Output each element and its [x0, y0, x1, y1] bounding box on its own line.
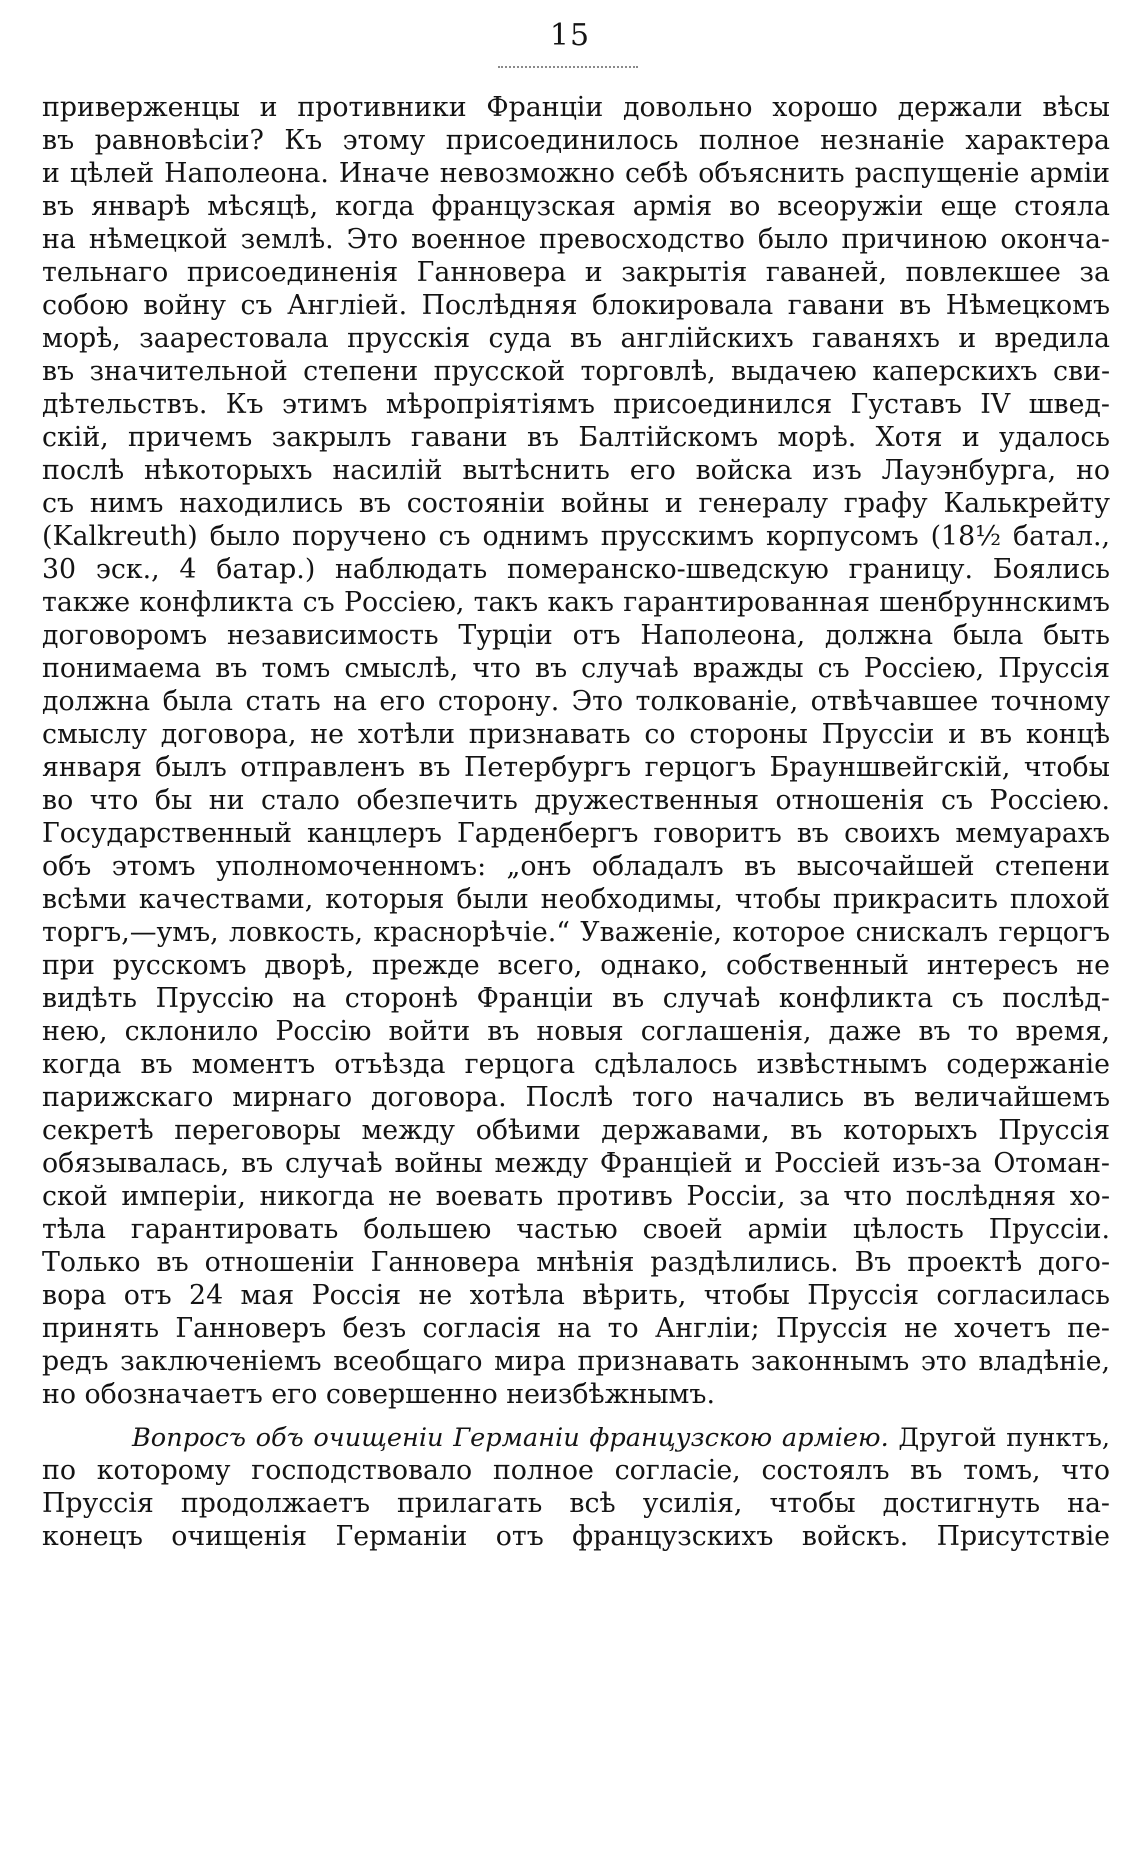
text-line: секретѣ переговоры между обѣими державами, въ которыхъ Пруссія	[42, 1115, 1110, 1146]
text-line: договоромъ независимость Турціи отъ Наполеона, должна была быть	[42, 620, 1110, 651]
text-line: на нѣмецкой землѣ. Это военное превосходство было причиною оконча-	[42, 224, 1110, 255]
text-line: всѣми качествами, которыя были необходимы, чтобы прикрасить плохой	[42, 884, 1110, 915]
text-line: дѣтельствъ. Къ этимъ мѣропріятіямъ присоединился Густавъ IV швед-	[42, 389, 1110, 420]
text-line: собою войну съ Англіей. Послѣдняя блокировала гавани въ Нѣмецкомъ	[42, 290, 1110, 321]
text-line: въ январѣ мѣсяцѣ, когда французская армія во всеоружіи еще стояла	[42, 191, 1110, 222]
text-line: торгъ,—умъ, ловкость, краснорѣчіе.“ Уваженіе, которое снискалъ герцогъ	[42, 917, 1110, 948]
text-line: редъ заключеніемъ всеобщаго мира признавать законнымъ это владѣніе,	[42, 1346, 1110, 1377]
page-number: 15	[549, 18, 591, 53]
text-line: также конфликта съ Россіею, такъ какъ гарантированная шенбруннскимъ	[42, 587, 1110, 618]
text-line: въ значительной степени прусской торговлѣ, выдачею каперскихъ сви-	[42, 356, 1110, 387]
text-line: во что бы ни стало обезпечить дружественныя отношенія съ Россіею.	[42, 785, 1110, 816]
text-line: должна была стать на его сторону. Это толкованіе, отвѣчавшее точному	[42, 686, 1110, 717]
text-line: когда въ моментъ отъѣзда герцога сдѣлалось извѣстнымъ содержаніе	[42, 1049, 1110, 1080]
text-line: тѣла гарантировать большею частью своей арміи цѣлость Пруссіи.	[42, 1214, 1110, 1245]
text-line: Государственный канцлеръ Гарденбергъ говоритъ въ своихъ мемуарахъ	[42, 818, 1110, 849]
text-line: приверженцы и противники Франціи довольно хорошо держали вѣсы	[42, 92, 1110, 123]
text-line: понимаема въ томъ смыслѣ, что въ случаѣ вражды съ Россіею, Пруссія	[42, 653, 1110, 684]
text-line: принять Ганноверъ безъ согласія на то Англіи; Пруссія не хочетъ пе-	[42, 1313, 1110, 1344]
text-line: 30 эск., 4 батар.) наблюдать померанско-шведскую границу. Боялись	[42, 554, 1110, 585]
text-line: января былъ отправленъ въ Петербургъ герцогъ Брауншвейгскій, чтобы	[42, 752, 1110, 783]
text-line: скій, причемъ закрылъ гавани въ Балтійскомъ морѣ. Хотя и удалось	[42, 422, 1110, 453]
text-line: Только въ отношеніи Ганновера мнѣнія раздѣлились. Въ проектѣ дого-	[42, 1247, 1110, 1278]
text-line: ской имперіи, никогда не воевать противъ Россіи, за что послѣдняя хо-	[42, 1181, 1110, 1212]
text-line: и цѣлей Наполеона. Иначе невозможно себѣ объяснить распущеніе арміи	[42, 158, 1110, 189]
header-rule	[498, 66, 638, 68]
text-line: видѣть Пруссію на сторонѣ Франціи въ случаѣ конфликта съ послѣд-	[42, 983, 1110, 1014]
text-line: по которому господствовало полное согласіе, состоялъ въ томъ, что	[42, 1455, 1110, 1486]
text-line: морѣ, заарестовала прусскія суда въ англійскихъ гаваняхъ и вредила	[42, 323, 1110, 354]
text-line: съ нимъ находились въ состояніи войны и генералу графу Калькрейту	[42, 488, 1110, 519]
text-line: смыслу договора, не хотѣли признавать со стороны Пруссіи и въ концѣ	[42, 719, 1110, 750]
section-heading-rest: Другой пунктъ,	[888, 1423, 1110, 1453]
text-line: при русскомъ дворѣ, прежде всего, однако, собственный интересъ не	[42, 950, 1110, 981]
text-line: обязывалась, въ случаѣ войны между Франціей и Россіей изъ-за Отоман-	[42, 1148, 1110, 1179]
text-line: (Kalkreuth) было поручено съ однимъ прусскимъ корпусомъ (18½ батал.,	[42, 521, 1110, 552]
text-line: вора отъ 24 мая Россія не хотѣла вѣрить, чтобы Пруссія согласилась	[42, 1280, 1110, 1311]
text-line: тельнаго присоединенія Ганновера и закрытія гаваней, повлекшее за	[42, 257, 1110, 288]
text-line: конецъ очищенія Германіи отъ французскихъ войскъ. Присутствіе	[42, 1521, 1110, 1552]
text-line: въ равновѣсіи? Къ этому присоединилось полное незнаніе характера	[42, 125, 1110, 156]
text-line: послѣ нѣкоторыхъ насилій вытѣснить его войска изъ Лауэнбурга, но	[42, 455, 1110, 486]
section-heading: Вопросъ объ очищеніи Германіи французскою арміею.	[132, 1423, 889, 1453]
text-line: нею, склонило Россію войти въ новыя соглашенія, даже въ то время,	[42, 1016, 1110, 1047]
text-line: Пруссія продолжаетъ прилагать всѣ усилія, чтобы достигнуть на-	[42, 1488, 1110, 1519]
text-line: объ этомъ уполномоченномъ: „онъ обладалъ въ высочайшей степени	[42, 851, 1110, 882]
text-line: но обозначаетъ его совершенно неизбѣжнымъ.	[42, 1379, 715, 1410]
text-line: парижскаго мирнаго договора. Послѣ того начались въ величайшемъ	[42, 1082, 1110, 1113]
